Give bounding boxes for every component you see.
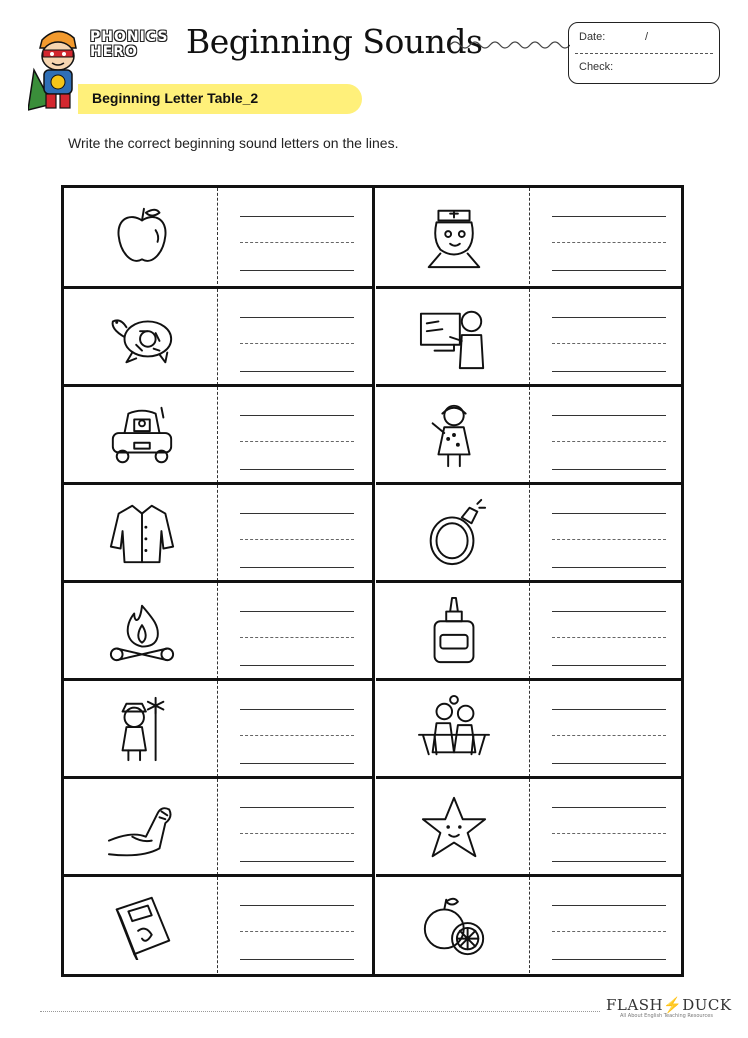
writing-base-line: [552, 567, 666, 568]
writing-top-line: [552, 611, 666, 612]
lightning-bolt-icon: ⚡: [663, 996, 683, 1014]
date-box-divider: [575, 53, 713, 54]
cell-divider: [529, 387, 530, 483]
writing-base-line: [240, 270, 354, 271]
turtle-icon: [102, 302, 182, 372]
table-row: [64, 678, 373, 777]
writing-lines[interactable]: [552, 681, 666, 777]
writing-mid-dashed-line: [552, 735, 666, 736]
table-row: [64, 286, 373, 385]
cell-divider: [529, 779, 530, 875]
table-row: [64, 482, 373, 581]
writing-top-line: [240, 905, 354, 906]
writing-lines[interactable]: [552, 387, 666, 483]
picture-cell: [68, 681, 216, 777]
table-row: [376, 188, 681, 284]
writing-mid-dashed-line: [552, 931, 666, 932]
writing-top-line: [240, 216, 354, 217]
picture-cell: [68, 583, 216, 679]
table-row: [376, 482, 681, 581]
left-column: [64, 188, 373, 974]
apple-icon: [102, 201, 182, 271]
picture-cell: [68, 387, 216, 483]
cell-divider: [217, 877, 218, 973]
cell-divider: [217, 485, 218, 581]
logo-text-flash: FLASH: [606, 996, 664, 1014]
writing-lines[interactable]: [552, 485, 666, 581]
picture-cell: [380, 289, 528, 385]
picture-cell: [68, 877, 216, 973]
table-row: [64, 384, 373, 483]
picture-cell: [380, 583, 528, 679]
writing-lines[interactable]: [240, 387, 354, 483]
check-label: Check:: [579, 61, 614, 73]
writing-base-line: [240, 469, 354, 470]
writing-mid-dashed-line: [240, 931, 354, 932]
writing-mid-dashed-line: [240, 242, 354, 243]
writing-mid-dashed-line: [552, 539, 666, 540]
flashduck-logo: [606, 996, 732, 1019]
writing-mid-dashed-line: [240, 735, 354, 736]
writing-base-line: [240, 665, 354, 666]
writing-top-line: [552, 415, 666, 416]
picture-cell: [68, 485, 216, 581]
writing-lines[interactable]: [552, 188, 666, 284]
date-check-box: [568, 22, 720, 84]
cell-divider: [529, 681, 530, 777]
writing-mid-dashed-line: [552, 637, 666, 638]
cell-divider: [217, 289, 218, 385]
footer-dotted-line: [40, 1011, 600, 1012]
writing-mid-dashed-line: [240, 637, 354, 638]
writing-top-line: [552, 216, 666, 217]
writing-top-line: [552, 709, 666, 710]
cell-divider: [529, 289, 530, 385]
worksheet-title: Beginning Sounds: [186, 22, 483, 61]
cell-divider: [217, 779, 218, 875]
nurse-icon: [414, 201, 494, 271]
writing-mid-dashed-line: [240, 833, 354, 834]
cell-divider: [529, 877, 530, 973]
table-row: [376, 776, 681, 875]
writing-mid-dashed-line: [552, 441, 666, 442]
chimney-sweep-icon: [102, 694, 182, 764]
girl-icon: [414, 400, 494, 470]
answer-table: [61, 185, 684, 977]
writing-top-line: [240, 807, 354, 808]
writing-top-line: [240, 513, 354, 514]
cell-divider: [529, 188, 530, 284]
cell-divider: [217, 387, 218, 483]
table-row: [376, 580, 681, 679]
writing-base-line: [552, 763, 666, 764]
writing-top-line: [552, 905, 666, 906]
instruction-text: Write the correct beginning sound letters on the lines.: [68, 135, 399, 151]
picture-cell: [380, 387, 528, 483]
picture-cell: [380, 485, 528, 581]
cell-divider: [217, 681, 218, 777]
writing-base-line: [240, 861, 354, 862]
table-row: [376, 678, 681, 777]
picture-cell: [380, 779, 528, 875]
cell-divider: [217, 583, 218, 679]
writing-lines[interactable]: [240, 485, 354, 581]
writing-base-line: [240, 567, 354, 568]
writing-base-line: [552, 665, 666, 666]
writing-top-line: [240, 317, 354, 318]
writing-lines[interactable]: [552, 289, 666, 385]
right-column: [376, 188, 681, 974]
table-row: [376, 384, 681, 483]
writing-top-line: [552, 807, 666, 808]
brand-logo: [90, 30, 168, 60]
writing-base-line: [552, 270, 666, 271]
cell-divider: [529, 485, 530, 581]
writing-top-line: [240, 709, 354, 710]
writing-mid-dashed-line: [240, 343, 354, 344]
writing-mid-dashed-line: [552, 343, 666, 344]
coat-icon: [102, 498, 182, 568]
writing-lines[interactable]: [240, 289, 354, 385]
writing-base-line: [240, 371, 354, 372]
writing-lines[interactable]: [240, 583, 354, 679]
writing-top-line: [552, 317, 666, 318]
writing-mid-dashed-line: [240, 539, 354, 540]
writing-top-line: [240, 415, 354, 416]
writing-mid-dashed-line: [552, 833, 666, 834]
logo-tagline: All About English Teaching Resources: [620, 1013, 713, 1019]
writing-base-line: [552, 959, 666, 960]
cell-divider: [529, 583, 530, 679]
writing-lines[interactable]: [552, 877, 666, 973]
picture-cell: [380, 681, 528, 777]
flexed-arm-icon: [102, 792, 182, 862]
writing-mid-dashed-line: [240, 441, 354, 442]
table-row: [64, 188, 373, 284]
date-label: Date:: [579, 31, 606, 43]
squiggle-divider-icon: [450, 38, 570, 52]
writing-lines[interactable]: [240, 877, 354, 973]
writing-lines[interactable]: [240, 681, 354, 777]
column-divider: [372, 188, 375, 974]
writing-lines[interactable]: [552, 583, 666, 679]
picture-cell: [380, 877, 528, 973]
writing-base-line: [552, 861, 666, 862]
orange-icon: [414, 890, 494, 960]
writing-top-line: [240, 611, 354, 612]
table-row: [64, 776, 373, 875]
writing-base-line: [552, 371, 666, 372]
picture-cell: [380, 188, 528, 284]
taxi-icon: [102, 400, 182, 470]
writing-base-line: [552, 469, 666, 470]
picture-cell: [68, 289, 216, 385]
basketball-players-icon: [414, 694, 494, 764]
writing-base-line: [240, 763, 354, 764]
star-icon: [414, 792, 494, 862]
table-row: [64, 580, 373, 679]
cell-divider: [217, 188, 218, 284]
diamond-ring-icon: [414, 498, 494, 568]
writing-base-line: [240, 959, 354, 960]
writing-lines[interactable]: [552, 779, 666, 875]
table-row: [64, 874, 373, 973]
writing-lines[interactable]: [240, 779, 354, 875]
picture-cell: [68, 188, 216, 284]
storybook-icon: [102, 890, 182, 960]
glue-bottle-icon: [414, 596, 494, 666]
picture-cell: [68, 779, 216, 875]
writing-top-line: [552, 513, 666, 514]
brand-line-2: HERO: [90, 44, 138, 60]
campfire-icon: [102, 596, 182, 666]
worksheet-subtitle: Beginning Letter Table_2: [78, 84, 362, 114]
teacher-icon: [414, 302, 494, 372]
writing-lines[interactable]: [240, 188, 354, 284]
logo-text-duck: DUCK: [682, 996, 732, 1014]
date-separator: /: [645, 31, 649, 43]
table-row: [376, 874, 681, 973]
table-row: [376, 286, 681, 385]
brand-line-1: PHONICS: [90, 29, 169, 45]
writing-mid-dashed-line: [552, 242, 666, 243]
